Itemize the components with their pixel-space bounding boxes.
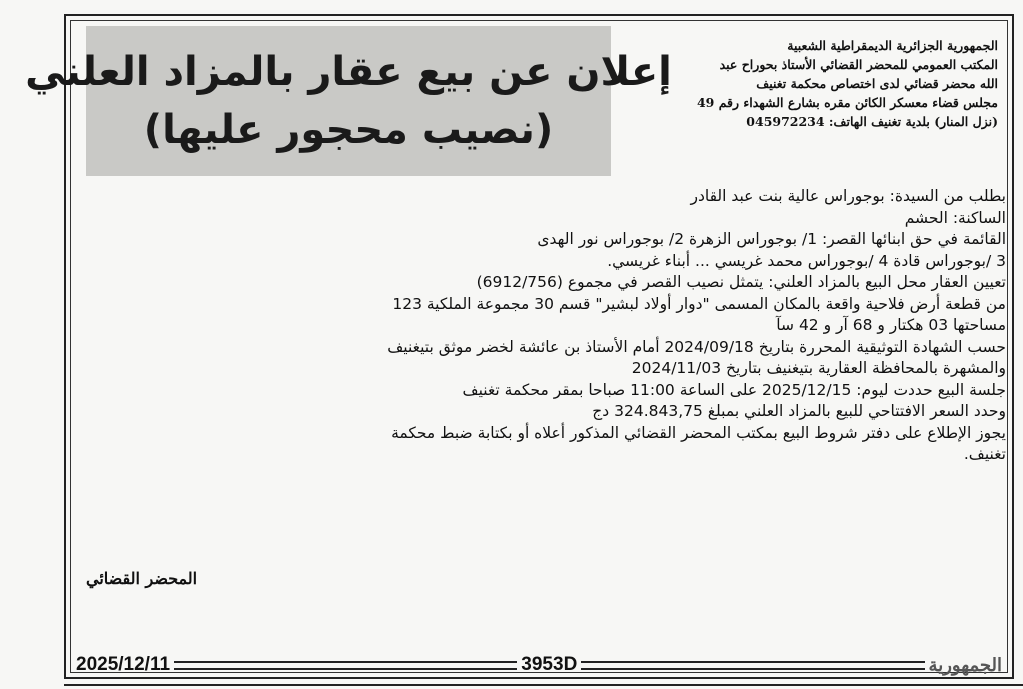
- header-line: الجمهورية الجزائرية الديمقراطية الشعبية: [787, 38, 998, 53]
- body-line: بطلب من السيدة: بوجوراس عالية بنت عبد القادر: [690, 187, 1006, 205]
- announcement-frame: [25, 14, 1014, 679]
- newspaper-logo: الجمهورية: [928, 654, 1003, 676]
- body-line: جلسة البيع حددت ليوم: 2025/12/15 على الساعة 11:00 صباحا بمقر محكمة تغنيف: [462, 380, 1006, 399]
- page-bottom-rule: [64, 684, 1023, 686]
- header-line: مجلس قضاء معسكر الكائن مقره بشارع الشهداء رقم 49: [696, 95, 998, 110]
- announcement-subtitle: (نصيب محجور عليها): [143, 107, 554, 153]
- announcement-code: 3953D: [521, 654, 578, 675]
- publication-date: 2025/12/11: [76, 654, 171, 675]
- announcement-body: [86, 186, 1006, 466]
- header-line: الله محضر قضائي لدى اختصاص محكمة تغنيف: [756, 76, 998, 91]
- announcement-title: إعلان عن بيع عقار بالمزاد العلني: [25, 49, 672, 95]
- body-line: مساحتها 03 هكتار و 68 آر و 42 سآ: [776, 316, 1006, 334]
- body-line: الساكنة: الحشم: [904, 208, 1006, 227]
- header-line: (نزل المنار) بلدية تغنيف الهاتف: 045972234: [746, 114, 998, 129]
- body-line: حسب الشهادة التوثيقية المحررة بتاريخ 2024/09/18 أمام الأستاذ بن عائشة لخضر موثق بتيغنيف: [387, 337, 1006, 356]
- footer-rule: [581, 661, 924, 670]
- signature-label: المحضر القضائي: [86, 569, 198, 588]
- footer-rule: [174, 661, 517, 670]
- body-line: تغنيف.: [963, 445, 1006, 463]
- body-line: وحدد السعر الافتتاحي للبيع بالمزاد العلني بمبلغ 324.843,75 دج: [592, 402, 1006, 420]
- body-line: يجوز الإطلاع على دفتر شروط البيع بمكتب المحضر القضائي المذكور أعلاه أو بكتابة ضبط محكمة: [391, 423, 1006, 442]
- body-line: 3 /بوجوراس قادة 4 /بوجوراس محمد غريسي ... أبناء غريسي.: [607, 251, 1006, 270]
- body-line: والمشهرة بالمحافظة العقارية بتيغنيف بتاريخ 2024/11/03: [631, 359, 1006, 377]
- body-line: تعيين العقار محل البيع بالمزاد العلني: يتمثل نصيب القصر في مجموع (6912/756): [476, 273, 1006, 291]
- announcement-title-box: [25, 26, 672, 176]
- footer-bar: [72, 650, 1006, 680]
- body-line: من قطعة أرض فلاحية واقعة بالمكان المسمى "دوار أولاد لبشير" قسم 30 مجموعة الملكية 123: [392, 294, 1006, 313]
- issuer-header: [668, 36, 998, 131]
- body-line: القائمة في حق ابنائها القصر: 1/ بوجوراس الزهرة 2/ بوجوراس نور الهدى: [537, 230, 1006, 248]
- header-line: المكتب العمومي للمحضر القضائي الأستاذ بحوراح عبد: [719, 57, 998, 72]
